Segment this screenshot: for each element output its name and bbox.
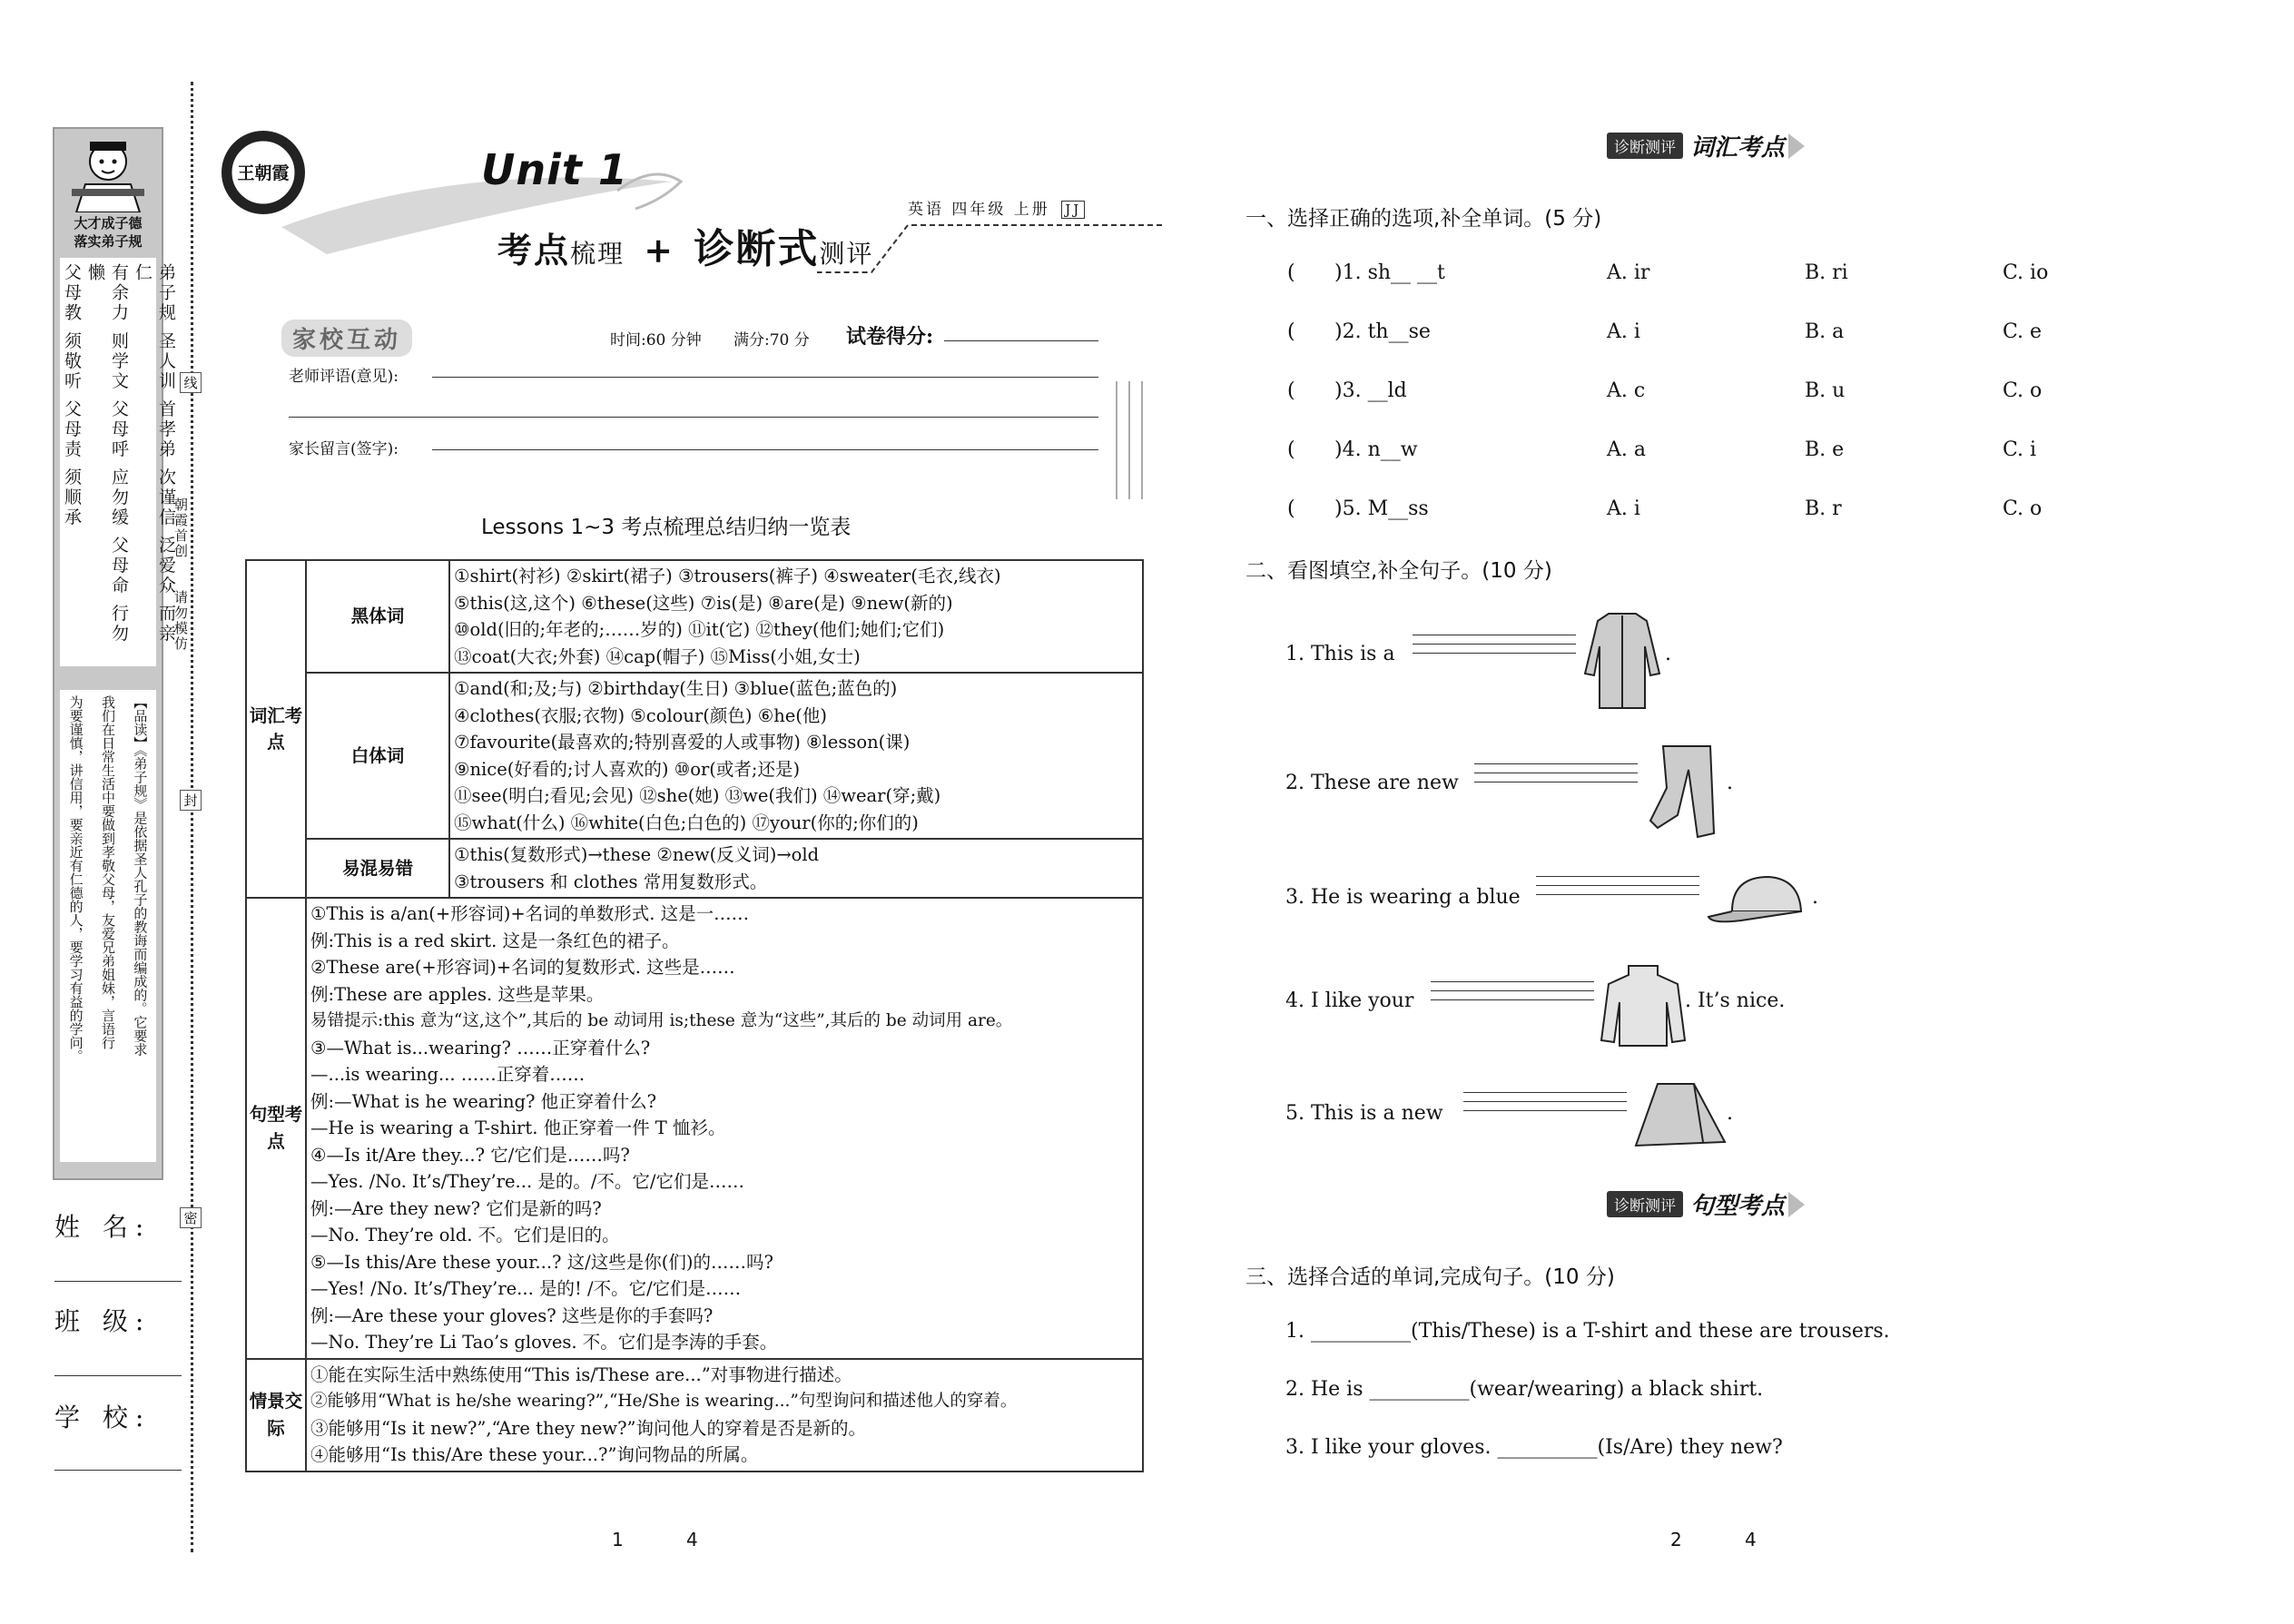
binding-mark: 封: [180, 790, 202, 811]
q1-word: )4. n__w: [1334, 438, 1418, 461]
table-line: ②能够用“What is he/she wearing?”,“He/She is wearing...”句型询问和描述他人的穿着。: [310, 1392, 1018, 1411]
q1-word: )2. th__se: [1334, 320, 1431, 343]
score-label: 试卷得分:: [846, 325, 934, 349]
coat-icon: [1581, 610, 1663, 712]
table-line: —No. They’re Li Tao’s gloves. 不。它们是李涛的手套。: [310, 1332, 778, 1353]
table-line: ③trousers 和 clothes 常用复数形式。: [454, 871, 768, 892]
table-line: ⑨nice(好看的;讨人喜欢的) ⑩or(或者;还是): [454, 758, 801, 780]
teacher-comment-label: 老师评语(意见):: [289, 368, 399, 386]
table-line: ④能够用“Is this/Are these your...?”询问物品的所属。: [310, 1444, 759, 1465]
table-line: —Yes. /No. It’s/They’re... 是的。/不。它/它们是……: [310, 1171, 744, 1192]
section-1-title: 一、选择正确的选项,补全单词。(5 分): [1245, 207, 1602, 231]
table-line: 例:—Are they new? 它们是新的吗?: [310, 1197, 602, 1219]
cap-icon: [1705, 870, 1814, 933]
q1-item: [1287, 438, 2104, 497]
option-b: B. e: [1805, 438, 1845, 461]
title-plus: +: [644, 230, 675, 271]
section-3-title: 三、选择合适的单词,完成句子。(10 分): [1245, 1265, 1615, 1289]
q2-prompt: 4. I like your: [1285, 989, 1414, 1012]
table-line: 例:These are apples. 这些是苹果。: [310, 983, 605, 1005]
title-part: 梳理: [570, 239, 625, 269]
table-line: ④clothes(衣服;衣物) ⑤colour(颜色) ⑥he(他): [454, 704, 828, 726]
table-line: —No. They’re old. 不。它们是旧的。: [310, 1225, 620, 1245]
unit-title: Unit 1: [481, 145, 628, 194]
motto-line-2: 落实弟子规: [74, 233, 143, 250]
option-a: A. a: [1607, 438, 1646, 461]
reading-column: 【品读】《弟子规》是依据圣人孔子的教诲而编成的。它要求: [132, 695, 149, 1057]
arrow-icon: [1788, 133, 1805, 159]
table-line: 例:—What is he wearing? 他正穿着什么?: [310, 1090, 657, 1112]
parent-message-field[interactable]: [432, 448, 1098, 450]
dizigui-rules: [60, 258, 176, 666]
reading-column: 我们在日常生活中要做到孝敬父母，友爱兄弟姐妹，言语行: [99, 695, 116, 1049]
option-c: C. io: [2003, 261, 2049, 284]
pattern-category: 句型考点: [246, 898, 306, 1359]
summary-heading: Lessons 1~3 考点梳理总结归纳一览表: [481, 516, 852, 539]
motto-line-1: 大才成子德: [74, 215, 143, 231]
option-a: A. i: [1607, 497, 1640, 520]
q2-prompt: 2. These are new: [1285, 772, 1459, 794]
skirt-icon: [1630, 1078, 1730, 1151]
title-part: 诊断式: [694, 226, 820, 272]
q1-item: [1287, 379, 2104, 438]
score-field[interactable]: [944, 340, 1098, 341]
scene-list: [306, 1359, 1143, 1471]
trousers-icon: [1641, 743, 1723, 842]
book-info: [908, 196, 1085, 219]
pattern-list: [306, 898, 1143, 1359]
title-part: 考点: [497, 230, 571, 271]
option-a: A. i: [1607, 320, 1640, 343]
decorative-lines: [1108, 381, 1153, 508]
school-label: 学 校:: [54, 1403, 152, 1432]
table-line: 例:This is a red skirt. 这是一条红色的裙子。: [310, 930, 680, 951]
binding-note: 请勿模仿: [172, 590, 189, 652]
q2-prompt: 1. This is a: [1285, 643, 1395, 665]
table-line: ①shirt(衬衫) ②skirt(裙子) ③trousers(裤子) ④sweater(毛衣,线衣): [454, 566, 1001, 586]
home-school-label: 家校互动: [281, 320, 412, 357]
option-c: C. o: [2003, 497, 2043, 520]
binding-line: [191, 82, 193, 1552]
table-line: ①this(复数形式)→these ②new(反义词)→old: [454, 844, 820, 865]
name-field[interactable]: [54, 1280, 182, 1282]
table-line: ③—What is...wearing? ……正穿着什么?: [310, 1037, 651, 1058]
edition-badge: JJ: [1061, 201, 1085, 219]
answer-bracket[interactable]: (: [1287, 438, 1295, 461]
answer-lines[interactable]: [1463, 1084, 1627, 1111]
option-b: B. a: [1805, 320, 1845, 343]
q2-end: .: [1727, 1102, 1733, 1125]
table-line: ①This is a/an(+形容词)+名词的单数形式. 这是一……: [310, 903, 750, 924]
answer-lines[interactable]: [1413, 626, 1576, 654]
confusing-label: 易混易错: [306, 839, 449, 898]
table-line: ③能够用“Is it new?”,“Are they new?”询问他人的穿着是否是新的。: [310, 1417, 867, 1439]
class-field[interactable]: [54, 1374, 182, 1376]
bold-words-list: [449, 560, 1143, 673]
bold-words-label: 黑体词: [306, 560, 449, 673]
table-line: 例:—Are these your gloves? 这些是你的手套吗?: [310, 1304, 714, 1326]
scene-category: 情景交际: [246, 1359, 306, 1471]
answer-bracket[interactable]: (: [1287, 320, 1295, 343]
rules-column: 父母教 须敬听 父母责 须顺承: [62, 263, 82, 528]
vocab-section-banner: [1607, 129, 1805, 162]
q1-item: [1287, 497, 2104, 556]
sidebar-motto: [56, 214, 160, 251]
q2-prompt: 5. This is a new: [1285, 1102, 1443, 1125]
logo-text: 王朝霞: [237, 163, 290, 183]
teacher-comment-field[interactable]: [432, 376, 1098, 378]
reading-column: 为要谨慎，讲信用，要亲近有仁德的人，要学习有益的学问。: [67, 695, 84, 1063]
q3-item: [1285, 1320, 1890, 1343]
table-line: ①and(和;及;与) ②birthday(生日) ③blue(蓝色;蓝色的): [454, 678, 898, 699]
table-line: ⑪see(明白;看见;会见) ⑫she(她) ⑬we(我们) ⑭wear(穿;戴): [454, 785, 941, 806]
q1-word: )5. M__ss: [1334, 497, 1429, 520]
reading-note: [60, 690, 156, 1162]
summary-table: [245, 559, 1144, 1472]
table-line: ⑤this(这,这个) ⑥these(这些) ⑦is(是) ⑧are(是) ⑨new(新的): [454, 592, 953, 614]
option-a: A. ir: [1607, 261, 1650, 284]
q3-text: (This/These) is a T-shirt and these are trousers.: [1411, 1320, 1890, 1343]
answer-lines[interactable]: [1474, 755, 1638, 782]
table-line: 易错提示:this 意为“这,这个”,其后的 be 动词用 is;these 意为“这些”,其后的 be 动词用 are。: [310, 1011, 1013, 1030]
table-line: —...is wearing... ……正穿着……: [310, 1064, 586, 1085]
parent-message-label: 家长留言(签字):: [289, 440, 399, 458]
binding-note: 朝霞首创: [172, 497, 189, 559]
q3-text: (Is/Are) they new?: [1597, 1436, 1783, 1459]
scholar-illustration: [56, 131, 160, 212]
q1-word: )3. __ld: [1334, 379, 1407, 402]
page-number: 1: [612, 1529, 624, 1550]
subject-grade: 英语 四年级 上册: [908, 201, 1050, 219]
time-info: 时间:60 分钟: [610, 331, 702, 349]
q3-number: 3. I like your gloves.: [1285, 1436, 1492, 1459]
q2-end: .: [1665, 643, 1671, 665]
q3-blank[interactable]: __________: [1311, 1320, 1411, 1343]
q2-prompt: 3. He is wearing a blue: [1285, 886, 1521, 909]
table-line: —Yes! /No. It’s/They’re... 是的! /不。它/它们是……: [310, 1278, 742, 1299]
answer-lines[interactable]: [1536, 868, 1699, 895]
table-line: ②These are(+形容词)+名词的复数形式. 这些是……: [310, 957, 735, 978]
option-c: C. o: [2003, 379, 2043, 402]
q3-blank[interactable]: __________: [1497, 1436, 1598, 1459]
page-number: 4: [1745, 1529, 1757, 1550]
q1-item: [1287, 320, 2104, 379]
title-part: 测评: [819, 239, 874, 269]
q3-blank[interactable]: __________: [1369, 1378, 1470, 1401]
rules-column: 有余力 则学文 父母呼 应勿缓 父母命 行勿懒: [85, 263, 129, 645]
answer-bracket[interactable]: (: [1287, 379, 1295, 402]
q1-word: )1. sh__ __t: [1334, 261, 1445, 284]
option-c: C. e: [2003, 320, 2043, 343]
q3-number: 1.: [1285, 1320, 1305, 1343]
table-line: ⑩old(旧的;年老的;……岁的) ⑪it(它) ⑫they(他们;她们;它们): [454, 619, 945, 640]
answer-bracket[interactable]: (: [1287, 261, 1295, 284]
q3-item: [1285, 1378, 1763, 1401]
q3-number: 2. He is: [1285, 1378, 1364, 1401]
section-2-title: 二、看图填空,补全句子。(10 分): [1245, 559, 1552, 583]
option-b: B. u: [1805, 379, 1846, 402]
vocab-category: 词汇考点: [246, 560, 306, 898]
confusing-list: [449, 839, 1143, 898]
pattern-section-title: 句型考点: [1690, 1193, 1786, 1220]
page-number: 2: [1670, 1529, 1682, 1550]
q1-item: [1287, 261, 2104, 320]
option-b: B. ri: [1805, 261, 1848, 284]
table-line: ⑮what(什么) ⑯white(白色;白色的) ⑰your(你的;你们的): [454, 812, 919, 833]
diagnosis-tag: 诊断测评: [1607, 133, 1683, 159]
table-line: ⑦favourite(最喜欢的;特别喜爱的人或事物) ⑧lesson(课): [454, 732, 911, 753]
table-line: ⑬coat(大衣;外套) ⑭cap(帽子) ⑮Miss(小姐,女士): [454, 645, 861, 667]
white-words-label: 白体词: [306, 673, 449, 839]
table-line: ①能在实际生活中熟练使用“This is/These are...”对事物进行描述。: [310, 1363, 852, 1385]
option-b: B. r: [1805, 497, 1842, 520]
score-info: 满分:70 分: [733, 331, 810, 349]
q3-item: [1285, 1436, 1783, 1459]
q1-list: [1287, 261, 2104, 556]
vocab-section-title: 词汇考点: [1690, 134, 1786, 162]
school-field[interactable]: [54, 1469, 182, 1471]
table-line: ⑤—Is this/Are these your...? 这/这些是你(们)的……吗?: [310, 1251, 773, 1273]
binding-mark: 密: [180, 1207, 202, 1228]
binding-mark: 线: [180, 372, 202, 393]
option-c: C. i: [2003, 438, 2037, 461]
sweater-icon: [1600, 960, 1687, 1051]
pattern-section-banner: [1607, 1187, 1805, 1221]
teacher-comment-field-2[interactable]: [289, 416, 1098, 418]
q2-end: .: [1727, 772, 1733, 794]
answer-lines[interactable]: [1431, 973, 1594, 1000]
table-line: ④—Is it/Are they...? 它/它们是……吗?: [310, 1144, 630, 1166]
white-words-list: [449, 673, 1143, 839]
q2-end: . It’s nice.: [1685, 989, 1786, 1012]
table-line: —He is wearing a T-shirt. 他正穿着一件 T 恤衫。: [310, 1117, 726, 1138]
diagnosis-tag: 诊断测评: [1607, 1191, 1683, 1217]
name-label: 姓 名:: [54, 1212, 152, 1242]
q2-end: .: [1812, 886, 1818, 909]
class-label: 班 级:: [54, 1306, 152, 1336]
answer-bracket[interactable]: (: [1287, 497, 1295, 520]
page-number: 4: [686, 1529, 698, 1550]
arrow-icon: [1788, 1192, 1805, 1217]
q3-text: (wear/wearing) a black shirt.: [1469, 1378, 1764, 1401]
option-a: A. c: [1607, 379, 1646, 402]
rules-column: 弟子规 圣人训 首孝弟 次谨信 泛爱众 而亲仁: [133, 263, 176, 645]
